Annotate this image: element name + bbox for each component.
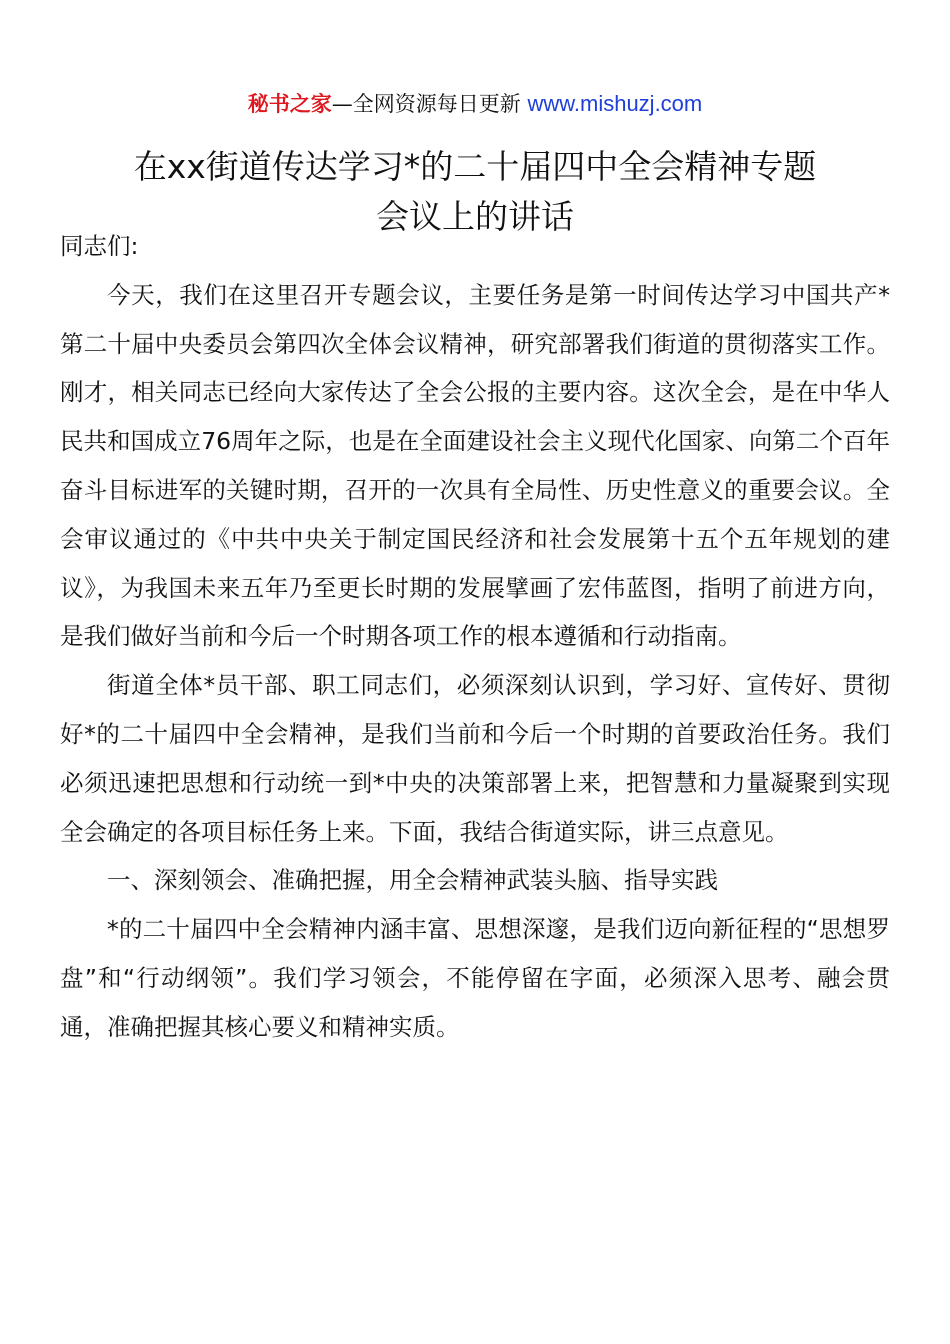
title-line-1: 在xx街道传达学习*的二十届四中全会精神专题 bbox=[133, 147, 817, 186]
paragraph-task: 街道全体*员干部、职工同志们，必须深刻认识到，学习好、宣传好、贯彻好*的二十届四中全会精神，是我们当前和今后一个时期的首要政治任务。我们必须迅速把思想和行动统一到*中央的决策部署上来，把智慧和力量凝聚到实现全会确定的各项目标任务上来。下面，我结合街道实际，讲三点意见。 bbox=[60, 671, 890, 846]
title-line-2: 会议上的讲话 bbox=[376, 197, 574, 236]
paragraph-intro: 今天，我们在这里召开专题会议，主要任务是第一时间传达学习中国共产*第二十届中央委员会第四次全体会议精神，研究部署我们街道的贯彻落实工作。刚才，相关同志已经向大家传达了全会公报的主要内容。这次全会，是在中华人民共和国成立76周年之际，也是在全面建设社会主义现代化国家、向第二个百年奋斗目标进军的关键时期，召开的一次具有全局性、历史性意义的重要会议。全会审议通过的《中共中央关于制定国民经济和社会发展第十五个五年规划的建议》，为我国未来五年乃至更长时期的发展擘画了宏伟蓝图，指明了前进方向，是我们做好当前和今后一个时期各项工作的根本遵循和行动指南。 bbox=[60, 280, 890, 651]
brand-name: 秘书之家 bbox=[247, 92, 332, 116]
section-1-paragraph: *的二十届四中全会精神内涵丰富、思想深邃，是我们迈向新征程的“思想罗盘”和“行动纲领”。我们学习领会，不能停留在字面，必须深入思考、融会贯通，准确把握其核心要义和精神实质。 bbox=[60, 915, 890, 1041]
greeting: 同志们: bbox=[60, 232, 139, 260]
section-heading-1: 一、深刻领会、准确把握，用全会精神武装头脑、指导实践 bbox=[107, 866, 718, 895]
site-url-link[interactable]: www.mishuzj.com bbox=[527, 91, 703, 116]
document-body bbox=[60, 222, 890, 1052]
site-banner bbox=[0, 88, 950, 120]
banner-tagline: —全网资源每日更新 bbox=[331, 92, 528, 116]
